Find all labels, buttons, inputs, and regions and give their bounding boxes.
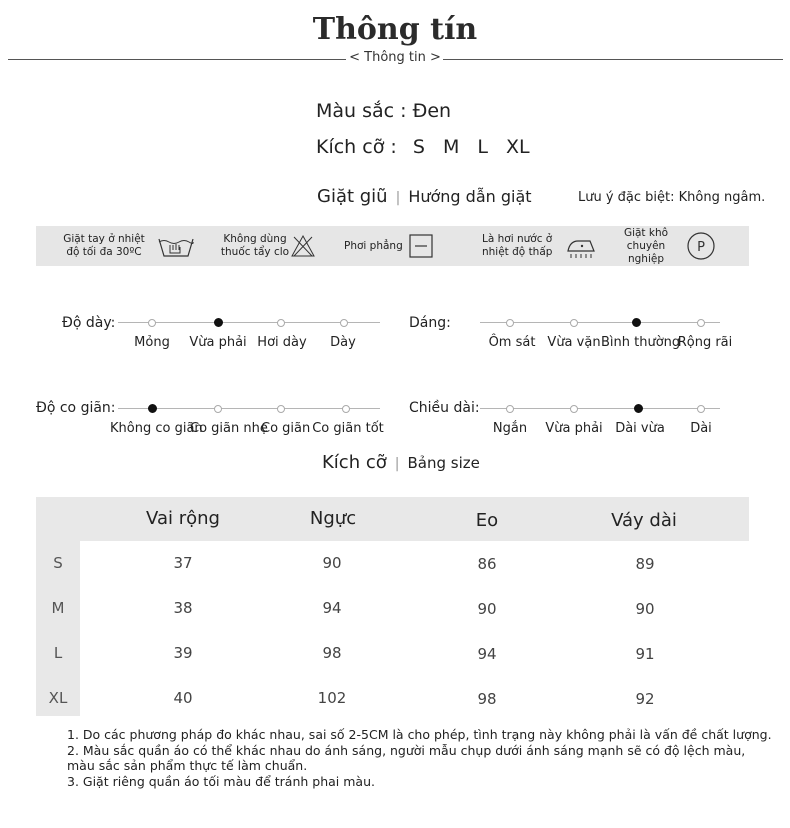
color-label: Màu sắc : <box>316 100 407 122</box>
note-line: màu sắc sản phẩm thực tế làm chuẩn. <box>67 758 308 773</box>
table-cell: 102 <box>317 689 347 707</box>
fit-option: Vừa vặn <box>547 335 601 350</box>
care-text: Là hơi nước ở nhiệt độ thấp <box>482 233 553 258</box>
thickness-dot <box>277 319 285 327</box>
size-chart-title: Kích cỡ <box>322 452 387 473</box>
fit-dot <box>506 319 514 327</box>
stretch-option: Co giãn nhẹ <box>190 421 268 436</box>
table-cell: 90 <box>635 600 655 618</box>
length-dot <box>506 405 514 413</box>
hand-wash-icon <box>156 233 196 259</box>
thickness-option: Hơi dày <box>257 335 307 350</box>
length-option: Dài <box>690 421 712 436</box>
no-bleach-icon <box>290 234 316 258</box>
care-item-dry-flat <box>344 226 434 266</box>
thickness-dot <box>340 319 348 327</box>
row-label: M <box>51 599 65 617</box>
stretch-option: Co giãn tốt <box>312 421 384 436</box>
size-option: M <box>442 136 460 158</box>
row-label: S <box>53 554 63 572</box>
stretch-dot-selected <box>148 404 157 413</box>
length-dot <box>570 405 578 413</box>
thickness-dot <box>148 319 156 327</box>
stretch-track <box>118 408 380 409</box>
separator: | <box>394 456 400 472</box>
length-option: Ngắn <box>492 421 528 436</box>
care-item-steam-iron <box>482 226 598 266</box>
stretch-dot <box>214 405 222 413</box>
stretch-option: Không co giãn <box>110 421 203 436</box>
row-label: XL <box>48 689 68 707</box>
size-option: L <box>477 136 488 158</box>
dry-clean-p-icon <box>686 231 716 261</box>
fit-track <box>480 322 720 323</box>
size-row <box>316 136 542 158</box>
thickness-label: Độ dày: <box>62 315 116 331</box>
care-item-dry-clean <box>608 226 716 266</box>
svg-text:P: P <box>697 240 705 255</box>
table-cell: 92 <box>635 690 655 708</box>
care-instructions-bar <box>36 226 749 266</box>
fit-option: Bình thường <box>601 335 681 350</box>
table-cell: 37 <box>173 554 193 572</box>
table-cell: 98 <box>322 644 342 662</box>
table-cell: 38 <box>173 599 193 617</box>
note-line: 3. Giặt riêng quần áo tối màu để tránh phai màu. <box>67 773 375 789</box>
care-text: Giặt tay ở nhiệt độ tối đa 30ºC <box>63 233 145 258</box>
column-header: Váy dài <box>611 510 677 531</box>
table-cell: 39 <box>173 644 193 662</box>
care-text: Không dùng thuốc tẩy clo <box>220 233 290 258</box>
care-text: Giặt khô chuyên nghiệp <box>623 226 669 265</box>
size-option: XL <box>506 136 530 158</box>
length-option: Vừa phải <box>545 421 603 436</box>
table-cell: 90 <box>322 554 342 572</box>
length-track <box>480 408 720 409</box>
table-cell: 91 <box>635 645 655 663</box>
length-dot <box>697 405 705 413</box>
care-subtitle: Hướng dẫn giặt <box>408 187 532 206</box>
table-cell: 94 <box>477 645 497 663</box>
page-title: Thông tín <box>312 12 478 47</box>
color-row <box>316 100 451 122</box>
fit-option: Ôm sát <box>488 335 536 350</box>
length-label: Chiều dài: <box>409 400 480 416</box>
fit-dot <box>697 319 705 327</box>
thickness-option: Vừa phải <box>189 335 247 350</box>
thickness-dot-selected <box>214 318 223 327</box>
care-item-hand-wash <box>56 226 196 266</box>
thickness-option: Mỏng <box>134 335 170 350</box>
size-option: S <box>412 136 425 158</box>
table-cell: 98 <box>477 690 497 708</box>
table-cell: 94 <box>322 599 342 617</box>
color-value: Đen <box>412 100 452 122</box>
care-item-no-bleach <box>220 226 316 266</box>
table-cell: 90 <box>477 600 497 618</box>
dry-flat-icon <box>408 233 434 259</box>
stretch-dot <box>342 405 350 413</box>
thickness-option: Dày <box>330 335 356 350</box>
care-text: Phơi phẳng <box>344 239 403 252</box>
fit-option: Rộng rãi <box>677 335 733 350</box>
length-option: Dài vừa <box>615 421 665 436</box>
special-note: Lưu ý đặc biệt: Không ngâm. <box>578 190 766 205</box>
fit-label: Dáng: <box>409 315 451 331</box>
column-header: Vai rộng <box>146 508 220 529</box>
note-line: 2. Màu sắc quần áo có thể khác nhau do ánh sáng, người mẫu chụp dưới ánh sáng mạnh sẽ có độ lệch màu, <box>67 742 746 758</box>
stretch-option: Co giãn <box>261 421 311 436</box>
size-label: Kích cỡ : <box>316 136 397 158</box>
table-cell: 86 <box>477 555 497 573</box>
separator: | <box>395 190 401 206</box>
size-chart-subtitle: Bảng size <box>407 454 480 472</box>
column-header: Ngực <box>309 508 357 529</box>
stretch-label: Độ co giãn: <box>36 400 116 416</box>
fit-dot-selected <box>632 318 641 327</box>
table-cell: 89 <box>635 555 655 573</box>
note-line: 1. Do các phương pháp đo khác nhau, sai số 2-5CM là cho phép, tình trạng này không phải là vấn đề chất lượng. <box>67 727 772 742</box>
table-cell: 40 <box>173 689 193 707</box>
length-dot-selected <box>634 404 643 413</box>
fit-dot <box>570 319 578 327</box>
page-subtitle: < Thông tin > <box>349 50 441 65</box>
notes-section <box>67 727 772 789</box>
size-chart-heading <box>322 452 480 473</box>
care-heading <box>317 186 532 207</box>
column-header: Eo <box>475 510 499 531</box>
row-label: L <box>53 644 63 662</box>
stretch-dot <box>277 405 285 413</box>
steam-iron-icon <box>564 233 598 259</box>
care-title: Giặt giũ <box>317 186 388 207</box>
